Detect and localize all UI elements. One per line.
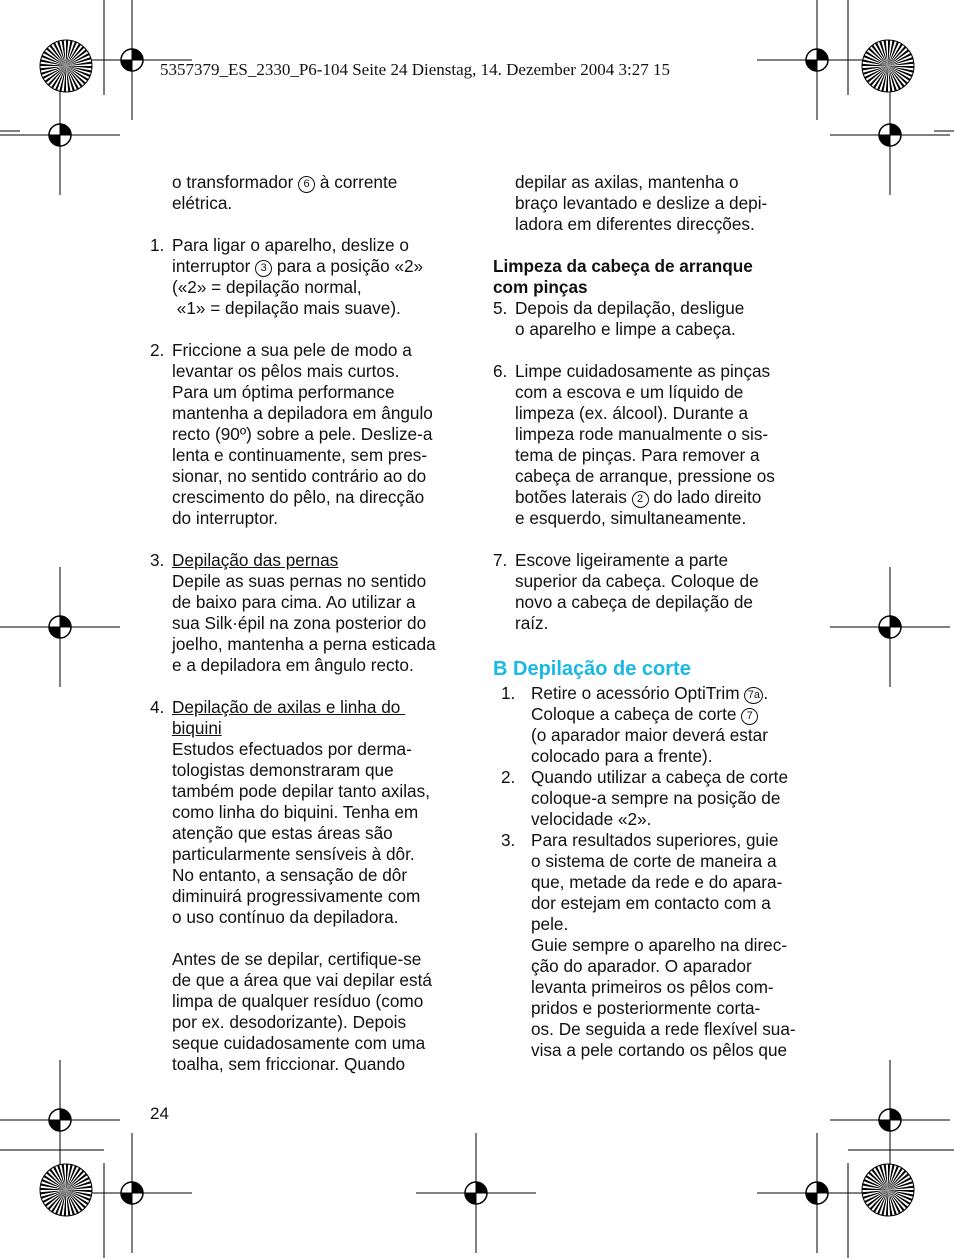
list-item: 2. Quando utilizar a cabeça de corte coloque-a sempre na posição de velocidade «2». [501, 767, 789, 829]
text-line: Limpe cuidadosamente as pinças [515, 361, 771, 381]
starburst-target-icon [862, 1164, 914, 1216]
text-line: limpeza rode manualmente o sis- [515, 424, 769, 444]
text-line: lenta e continuamente, sem pres- [172, 445, 428, 465]
text-line: pridos e posteriormente corta- [531, 998, 761, 1018]
subheading: Depilação das pernas [172, 550, 339, 570]
text-line: mantenha a depiladora em ângulo [172, 403, 433, 423]
text-line: particularmente sensíveis à dôr. [172, 844, 415, 864]
registration-mark-icon [416, 1133, 536, 1253]
text-line: Depile as suas pernas no sentido [172, 571, 427, 591]
text-line: de baixo para cima. Ao utilizar a [172, 592, 416, 612]
text-line: velocidade «2». [531, 809, 652, 829]
text-line: sionar, no sentido contrário ao do [172, 466, 427, 486]
text-line: limpa de qualquer resíduo (como [172, 991, 424, 1011]
right-column [493, 172, 811, 1061]
subheading: Depilação de axilas e linha do [172, 697, 406, 717]
text-line: que, metade da rede e do apara- [531, 872, 783, 892]
text-line: Para resultados superiores, guie [531, 830, 779, 850]
text-line: como linha do biquini. Tenha em [172, 802, 419, 822]
text-line: Para um óptima performance [172, 382, 395, 402]
list-item: 2. Friccione a sua pele de modo a levantar os pêlos mais curtos. Para um óptima performance mantenha a depiladora em ângulo recto (90º) sobre a pele. Deslize-a lenta e continuamente, sem pres- sionar, no sentido contrário ao do crescimento do pêlo, na direcção do interruptor. [150, 340, 433, 528]
section-heading: Limpeza da cabeça de arranque [493, 256, 753, 276]
text-line: também pode depilar tanto axilas, [172, 781, 430, 801]
list-item: 6. Limpe cuidadosamente as pinças com a escova e um líquido de limpeza (ex. álcool). Durante a limpeza rode manualmente o sis- tema de pinças. Para remover a cabeça de arranque, pressione os botões laterais 2 do lado direito e esquerdo, simultaneamente. [493, 361, 775, 528]
registration-mark-icon [0, 75, 120, 195]
text-line: os. De seguida a rede flexível sua- [531, 1019, 796, 1039]
text-line: tologistas demonstraram que [172, 760, 394, 780]
text-line: joelho, mantenha a perna esticada [172, 634, 436, 654]
text-line: visa a pele cortando os pêlos que [531, 1040, 788, 1060]
left-column [150, 172, 468, 1075]
text-line: braço levantado e deslize a depi- [515, 193, 768, 213]
text-line: seque cuidadosamente com uma [172, 1033, 426, 1053]
starburst-target-icon [40, 1164, 92, 1216]
text-line: o uso contínuo da depiladora. [172, 907, 399, 927]
text-line: ladora em diferentes direcções. [515, 214, 755, 234]
text-line: No entanto, a sensação de dôr [172, 865, 408, 885]
list-item: 5. Depois da depilação, desligue o aparelho e limpe a cabeça. [493, 298, 745, 339]
intro-text: o transformador 6 à corrente elétrica. [172, 172, 398, 213]
text-line: sua Silk·épil na zona posterior do [172, 613, 427, 633]
list-item: 1. Retire o acessório OptiTrim 7a . Coloque a cabeça de corte 7 (o aparador maior deverá estar colocado para a frente). [501, 683, 769, 766]
text-line: cabeça de arranque, pressione os [515, 466, 775, 486]
text-line: de que a área que vai depilar está [172, 970, 432, 990]
registration-mark-icon [0, 1060, 120, 1180]
registration-mark-icon [830, 567, 950, 687]
continued-text [493, 172, 811, 235]
text-line: e a depiladora em ângulo recto. [172, 655, 414, 675]
text-line: Depois da depilação, desligue [515, 298, 745, 318]
list-item: 1. Para ligar o aparelho, deslize o interruptor 3 para a posição «2» («2» = depilação normal, «1» = depilação mais suave). [150, 235, 424, 318]
callout-number: 7 [741, 708, 758, 725]
page-number: 24 [150, 1104, 169, 1123]
print-header: 5357379_ES_2330_P6-104 Seite 24 Dienstag, 14. Dezember 2004 3:27 15 [160, 60, 670, 79]
text-line: limpeza (ex. álcool). Durante a [515, 403, 749, 423]
list-item: 3. Depilação das pernas Depile as suas pernas no sentido de baixo para cima. Ao utilizar a sua Silk·épil na zona posterior do joelho, mantenha a perna esticada e a depiladora em ângulo recto. [150, 550, 436, 675]
registration-mark-icon [757, 1133, 877, 1253]
text-line: novo a cabeça de depilação de [515, 592, 753, 612]
text-line: superior da cabeça. Coloque de [515, 571, 759, 591]
registration-mark-icon [0, 567, 120, 687]
starburst-target-icon [862, 40, 914, 92]
text-line: recto (90º) sobre a pele. Deslize-a [172, 424, 433, 444]
list-item: 3. Para resultados superiores, guie o sistema de corte de maneira a que, metade da rede e do apara- dor estejam em contacto com a pele. Guie sempre o aparelho na direc- ção do aparador. O aparador levanta primeiros os pêlos com- pridos e posteriormente corta- os. De seguida a rede flexível sua- visa a pele cortando os pêlos que [501, 830, 796, 1060]
text-line: toalha, sem friccionar. Quando [172, 1054, 406, 1074]
text-line: Estudos efectuados por derma- [172, 739, 412, 759]
section-title: B Depilação de corte [493, 658, 691, 680]
text-line: pele. [531, 914, 569, 934]
text-line: crescimento do pêlo, na direcção [172, 487, 425, 507]
text-line: por ex. desodorizante). Depois [172, 1012, 407, 1032]
text-line: levantar os pêlos mais curtos. [172, 361, 400, 381]
text-line: diminuirá progressivamente com [172, 886, 421, 906]
text-line: o aparelho e limpe a cabeça. [515, 319, 736, 339]
list-item: 7. Escove ligeiramente a parte superior da cabeça. Coloque de novo a cabeça de depilação de raíz. [493, 550, 759, 633]
text-line: do interruptor. [172, 508, 279, 528]
callout-number: 7a [744, 687, 763, 704]
text-line: Antes de se depilar, certifique-se [172, 949, 422, 969]
text-line: levanta primeiros os pêlos com- [531, 977, 774, 997]
text-line: Guie sempre o aparelho na direc- [531, 935, 788, 955]
text-line: Escove ligeiramente a parte [515, 550, 729, 570]
starburst-target-icon [40, 40, 92, 92]
callout-number: 2 [632, 491, 649, 508]
text-line: dor estejam em contacto com a [531, 893, 771, 913]
text-line: tema de pinças. Para remover a [515, 445, 760, 465]
text-line: ção do aparador. O aparador [531, 956, 752, 976]
text-line: atenção que estas áreas são [172, 823, 393, 843]
text-line: raíz. [515, 613, 549, 633]
text-line: Quando utilizar a cabeça de corte [531, 767, 789, 787]
callout-number: 6 [298, 176, 315, 193]
list-item: 4. Depilação de axilas e linha do biquini Estudos efectuados por derma- tologistas demonstraram que também pode depilar tanto axilas, como linha do biquini. Tenha em atenção que estas áreas são particularmente sensíveis à dôr. No entanto, a sensação de dôr diminuirá progressivamente com o uso contínuo da depiladora. Antes de se depilar, certifique-se de que a área que vai depilar está limpa de qualquer resíduo (como por ex. desodorizante). Depois seque cuidadosamente com uma toalha, sem friccionar. Quando [150, 697, 432, 1074]
text-line: depilar as axilas, mantenha o [515, 172, 739, 192]
registration-mark-icon [830, 1060, 950, 1180]
text-line: o sistema de corte de maneira a [531, 851, 777, 871]
text-line: com a escova e um líquido de [515, 382, 744, 402]
text-line: coloque-a sempre na posição de [531, 788, 781, 808]
section-heading: com pinças [493, 277, 588, 297]
registration-mark-icon [757, 0, 877, 120]
text-line: Friccione a sua pele de modo a [172, 340, 412, 360]
callout-number: 3 [255, 260, 272, 277]
